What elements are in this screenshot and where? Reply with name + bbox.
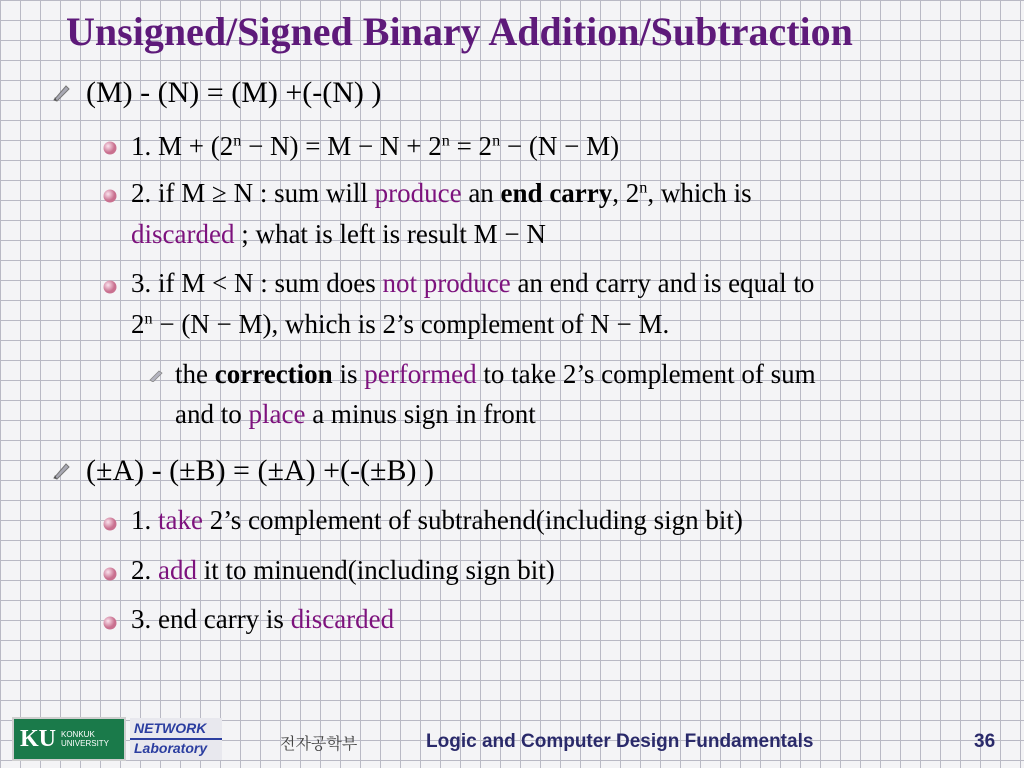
step-1-formula: 1. $M + (2^n - N) = M - N + 2^n = 2^n - (N - M)$ (131, 131, 620, 161)
course-title: Logic and Computer Design Fundamentals (426, 731, 814, 752)
step-2-line-1: 2. if M ≥ N : sum will produce an end carry, 2$^n$, which is (131, 178, 752, 208)
pink-sphere-bullet-icon (103, 517, 117, 531)
slide-title: Unsigned/Signed Binary Addition/Subtraction (66, 9, 853, 54)
signed-step-1: 1. take 2’s complement of subtrahend(including sign bit) (131, 505, 743, 535)
pink-sphere-bullet-icon (103, 280, 117, 294)
pencil-bullet-icon (52, 84, 68, 100)
pink-sphere-bullet-icon (103, 567, 117, 581)
pencil-bullet-icon (52, 462, 68, 478)
pink-sphere-bullet-icon (103, 189, 117, 203)
department-label: 전자공학부 (280, 734, 358, 753)
signed-step-2: 2. add it to minuend(including sign bit) (131, 555, 555, 585)
correction-line-2: and to place a minus sign in front (175, 399, 536, 429)
page-number: 36 (974, 731, 996, 752)
bullet-equation-mn: (M) - (N) = (M) +(-(N) ) (86, 76, 382, 109)
pink-sphere-bullet-icon (103, 616, 117, 630)
pink-sphere-bullet-icon (103, 141, 117, 155)
bullet-equation-ab: (±A) - (±B) = (±A) +(-(±B) ) (86, 454, 434, 487)
konkuk-university-logo: KU KONKUK UNIVERSITY (12, 717, 126, 761)
pencil-small-bullet-icon (149, 370, 163, 382)
signed-step-3: 3. end carry is discarded (131, 604, 395, 634)
step-3-line-1: 3. if M < N : sum does not produce an end carry and is equal to (131, 268, 815, 298)
step-2-line-2: discarded ; what is left is result M − N (131, 219, 546, 249)
network-laboratory-logo: NETWORK Laboratory (130, 718, 222, 760)
step-3-line-2: $2^n - (N - M)$, which is 2’s complement of N − M. (131, 309, 670, 339)
correction-line-1: the correction is performed to take 2’s complement of sum (175, 359, 816, 389)
